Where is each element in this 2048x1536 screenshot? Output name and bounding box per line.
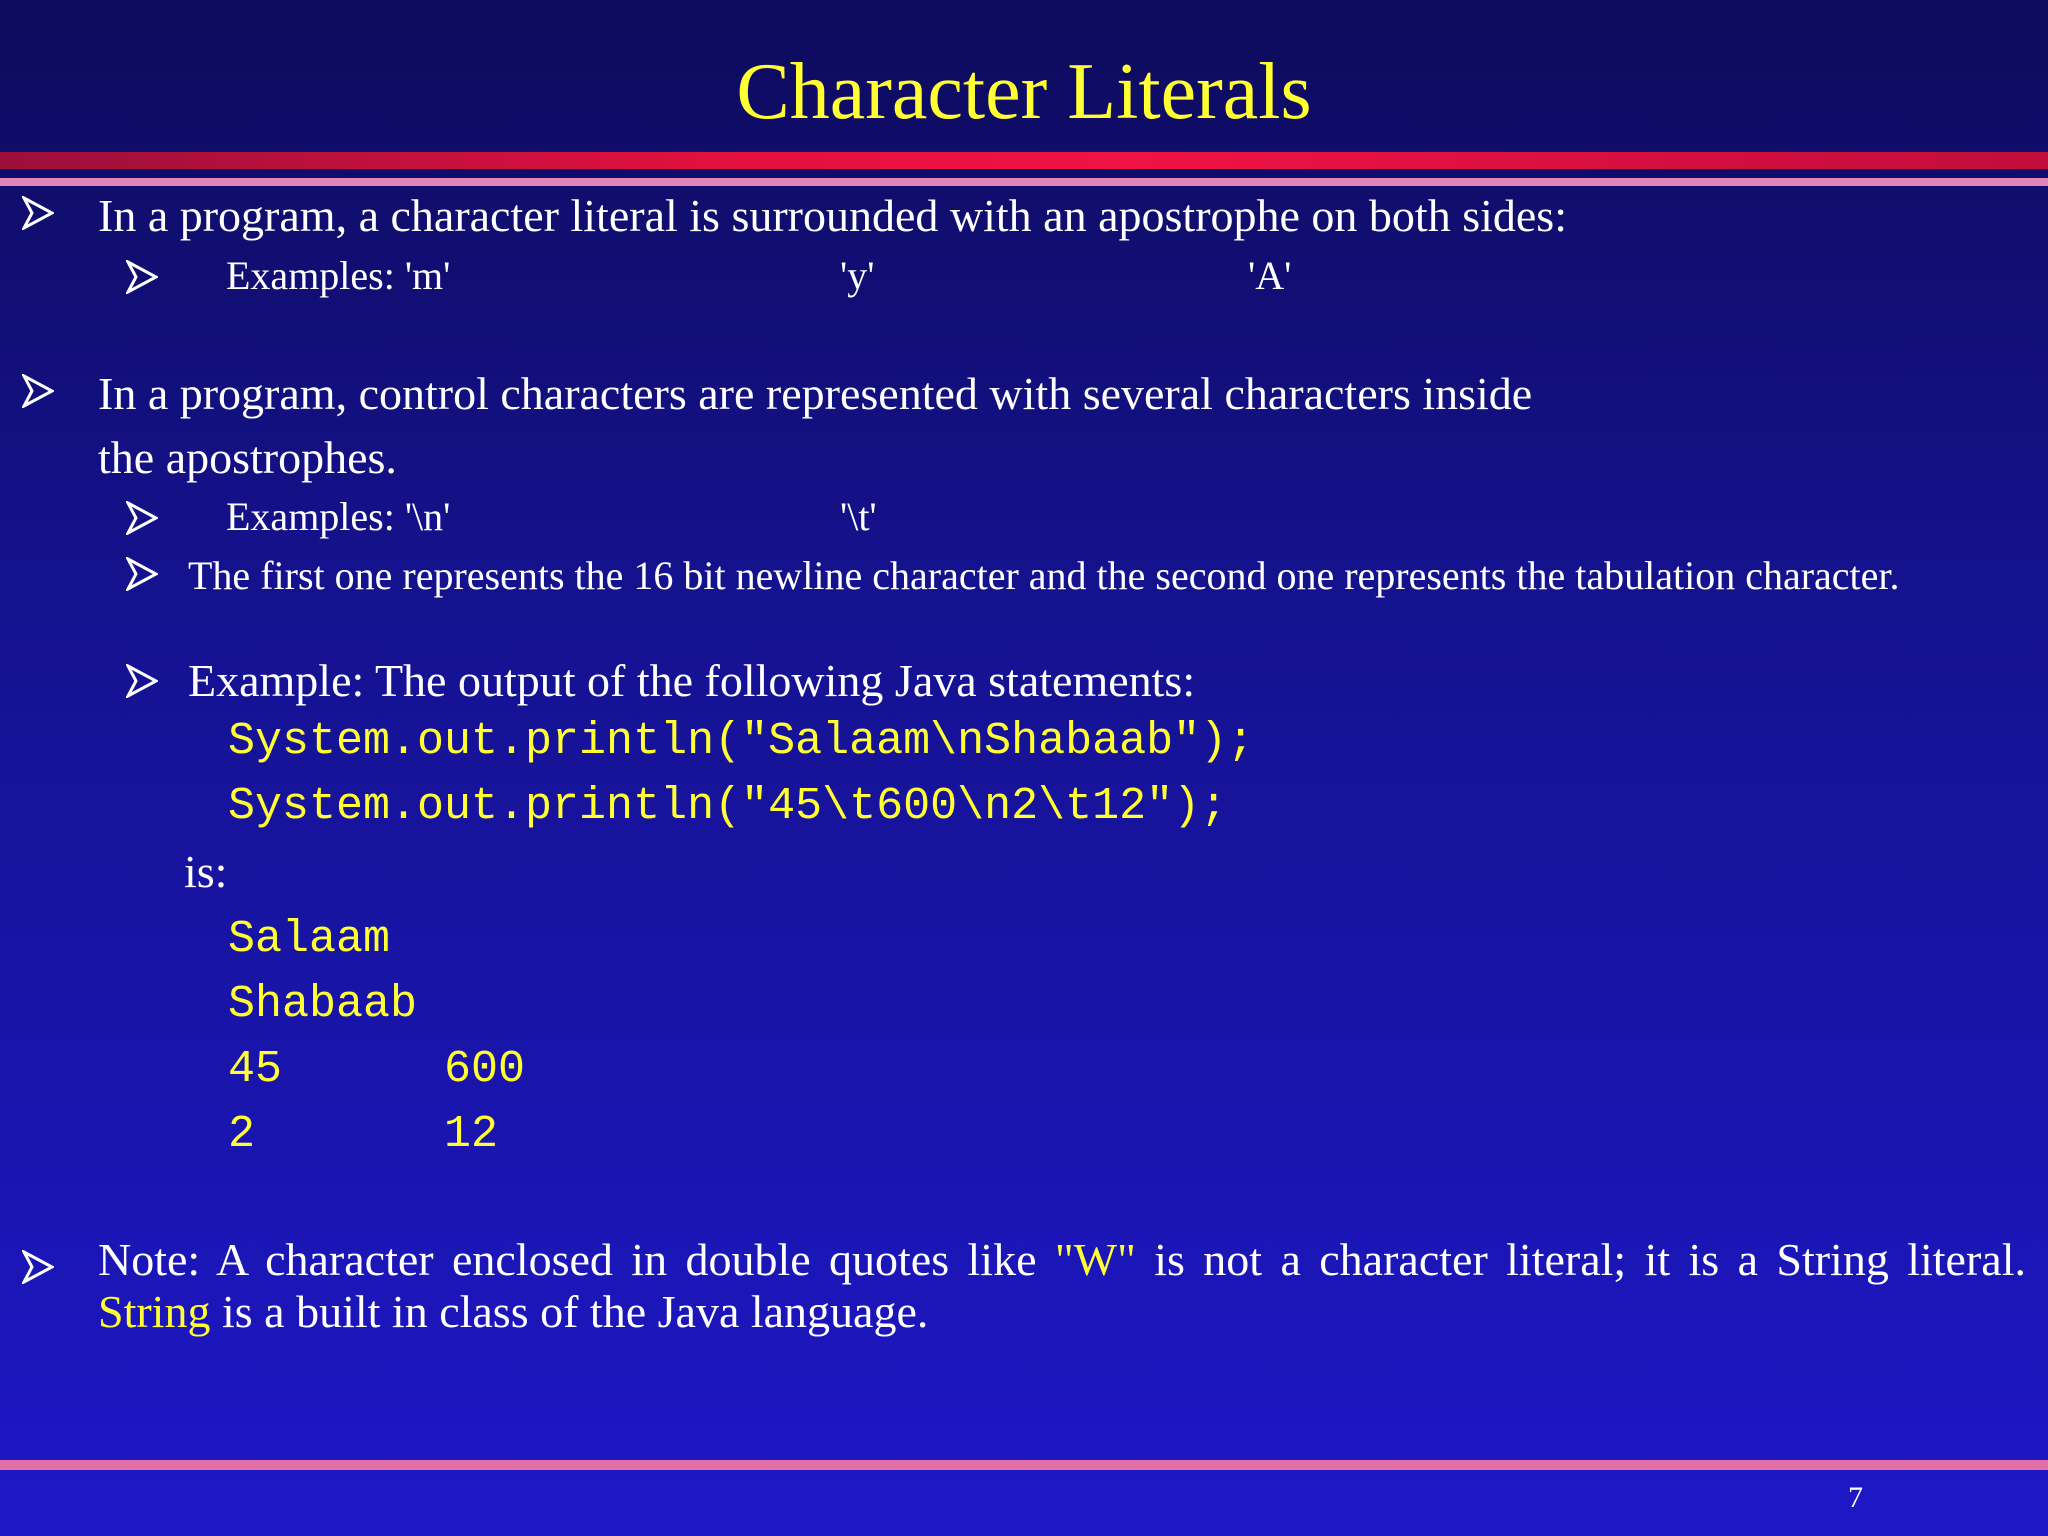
note-text: is a built in class of the Java language. [210,1286,929,1337]
example-tab: '\t' [840,494,877,539]
arrow-bullet-icon [22,196,62,236]
newline-tab-description: The first one represents the 16 bit newline character and the second one represents the tabulation character. [188,553,1900,598]
example-y: 'y' [840,253,875,298]
arrow-bullet-icon [22,1250,62,1290]
note-highlight-string: String [98,1286,211,1337]
note-text: is not a character literal; it is a String literal. [1135,1234,2026,1285]
output-line: 2 12 [228,1109,499,1160]
note-highlight-w: "W" [1054,1234,1136,1285]
examples-label-1: Examples: 'm' [226,253,451,298]
bullet-control-characters-line1: In a program, control characters are represented with several characters inside [98,368,1533,419]
is-label: is: [184,846,228,897]
arrow-bullet-icon [22,374,62,414]
slide-title: Character Literals [736,48,1312,136]
footer-divider [0,1460,2048,1470]
title-divider-red [0,152,2048,169]
note-paragraph [98,1234,2026,1338]
arrow-bullet-icon [126,664,166,704]
output-line: Shabaab [228,979,418,1030]
note-text: Note: A character enclosed in double quotes like [98,1234,1055,1285]
java-example-intro: Example: The output of the following Java statements: [188,655,1196,706]
arrow-bullet-icon [126,260,166,300]
page-number: 7 [1848,1481,1863,1514]
bullet-character-literal: In a program, a character literal is surrounded with an apostrophe on both sides: [98,190,1567,241]
code-line: System.out.println("45\t600\n2\t12"); [228,781,1228,832]
output-line: Salaam [228,914,391,965]
code-line: System.out.println("Salaam\nShabaab"); [228,716,1255,767]
examples-label-2: Examples: '\n' [226,494,451,539]
arrow-bullet-icon [126,501,166,541]
example-A: 'A' [1248,253,1292,298]
arrow-bullet-icon [126,557,166,597]
bullet-control-characters-line2: the apostrophes. [98,432,397,483]
output-line: 45 600 [228,1044,526,1095]
